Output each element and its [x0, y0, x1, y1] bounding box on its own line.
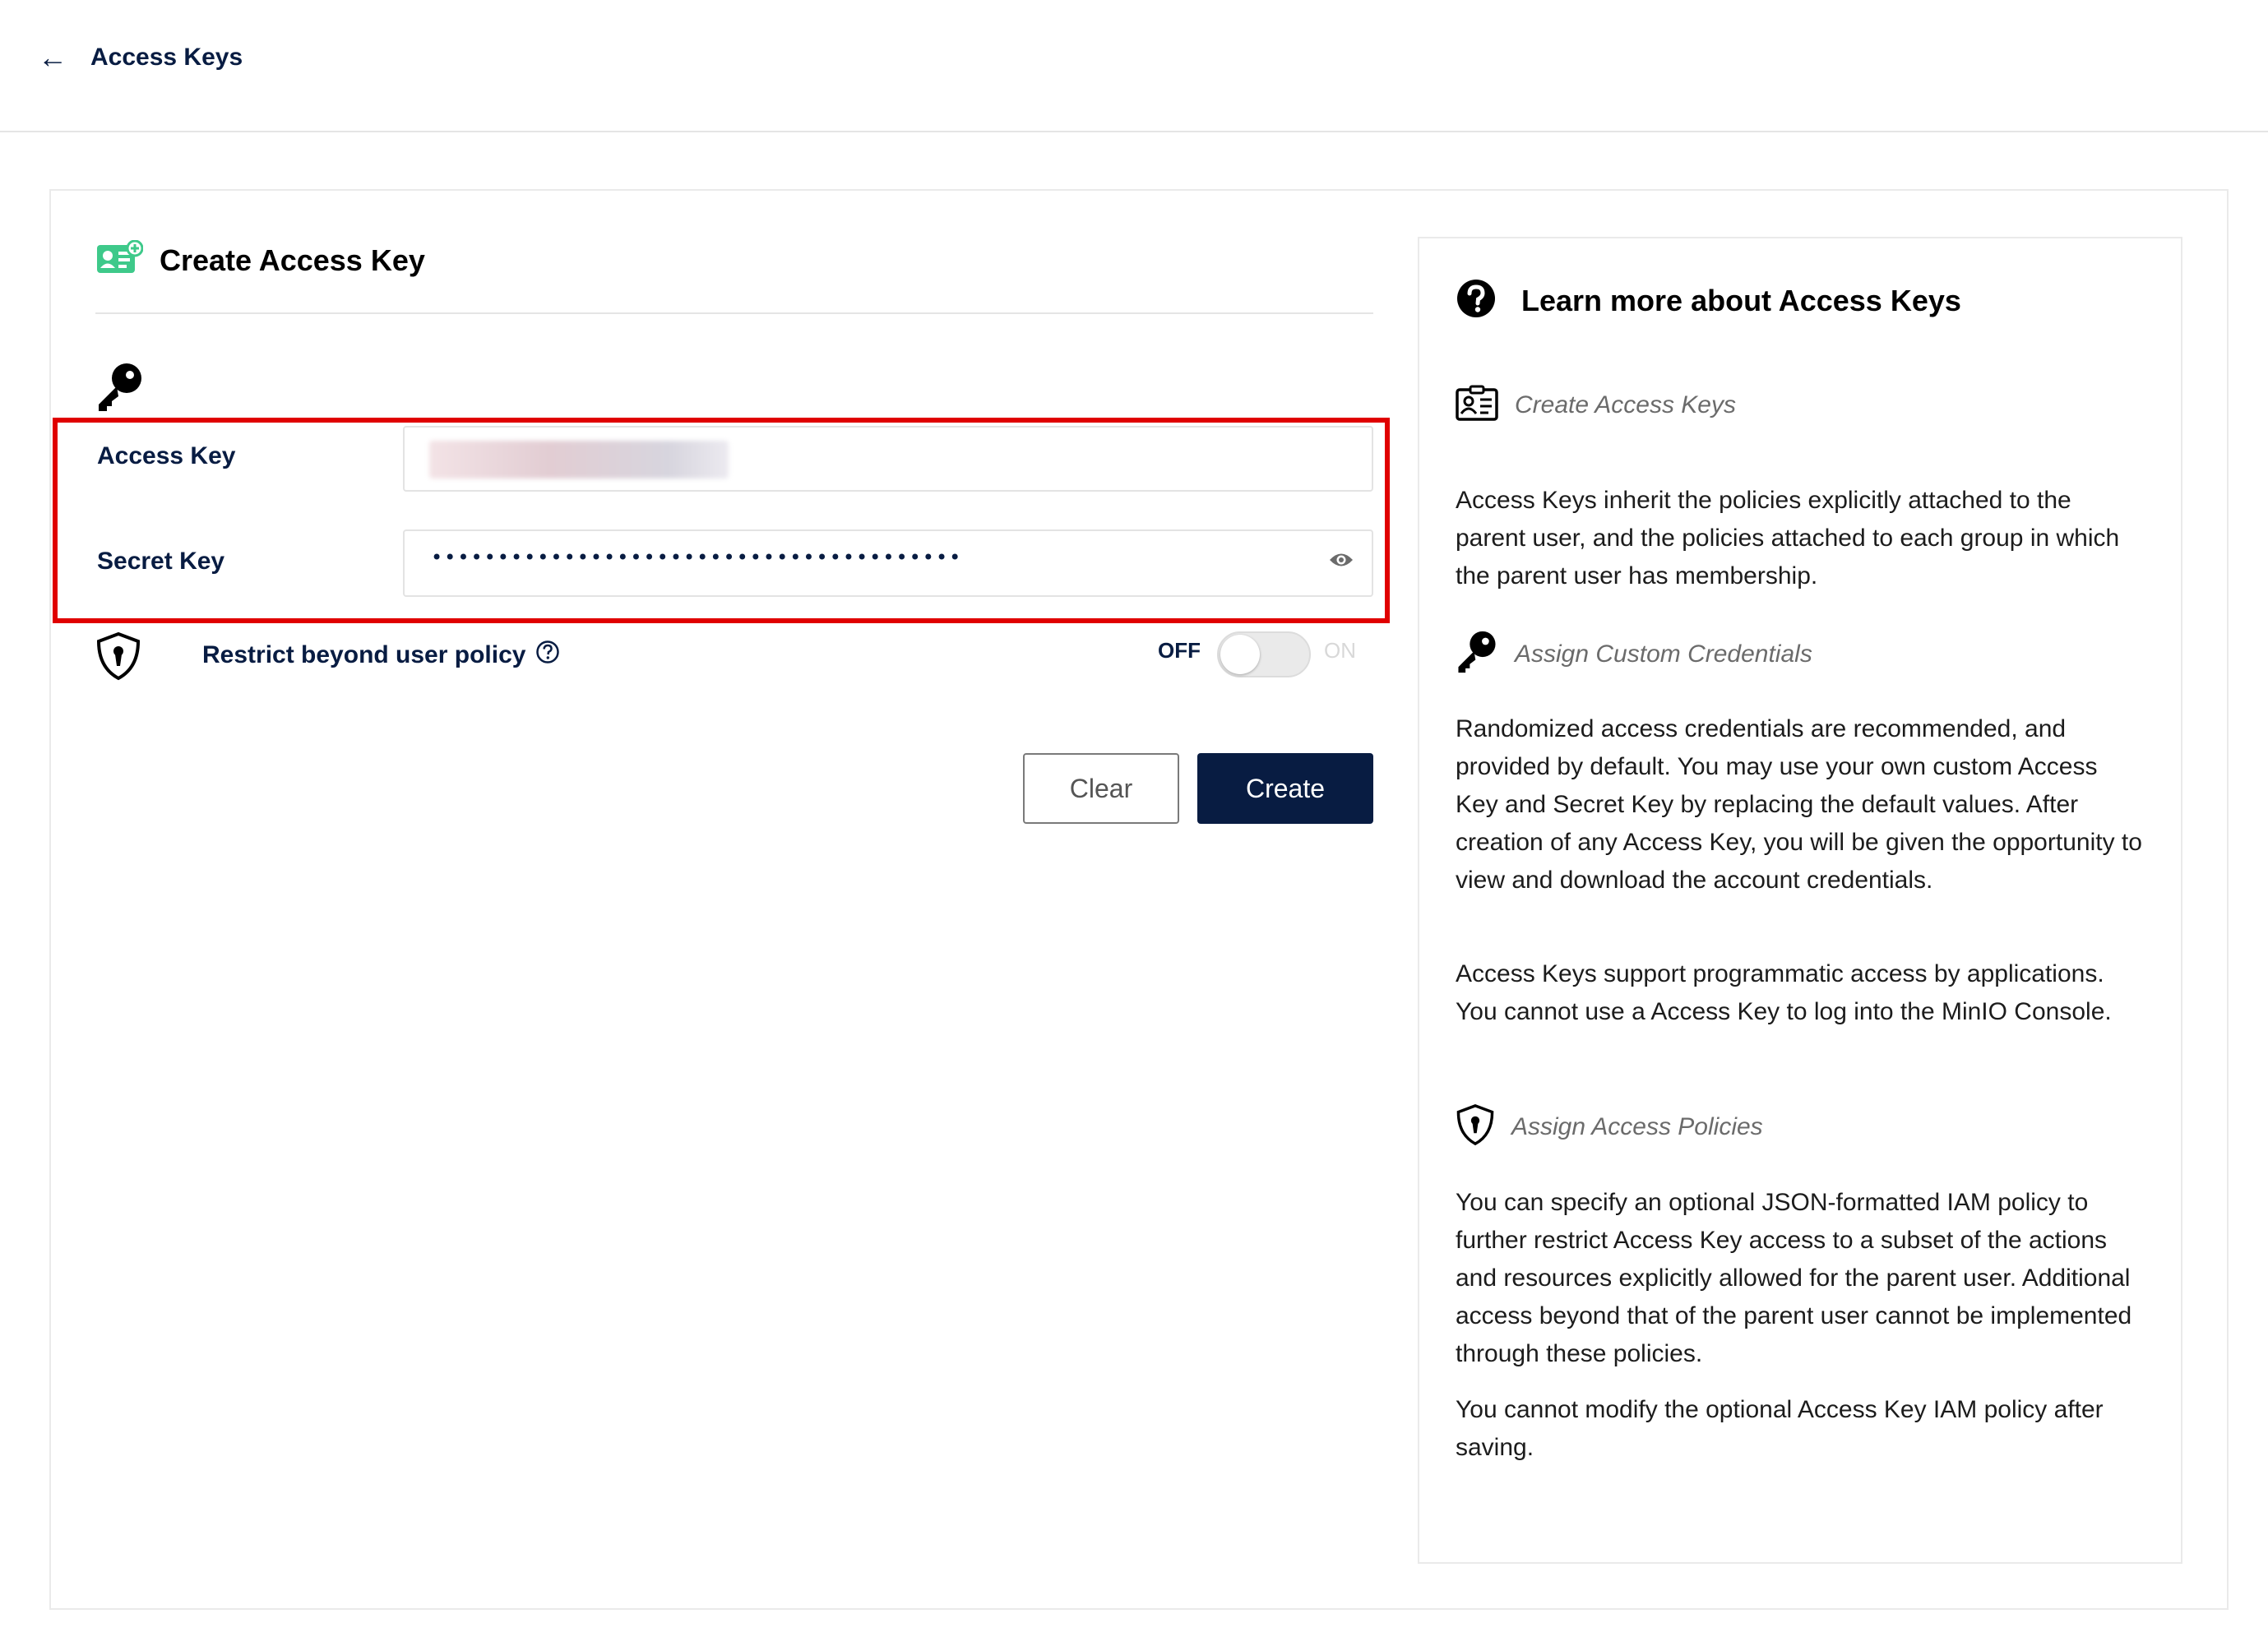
- question-icon: [1456, 278, 1497, 323]
- help-header: [1456, 278, 1961, 323]
- help-title: Learn more about Access Keys: [1521, 283, 1961, 317]
- secret-key-value: ••••••••••••••••••••••••••••••••••••••••: [431, 546, 963, 569]
- key-icon: [95, 362, 145, 417]
- help-paragraph: You can specify an optional JSON-formatted IAM policy to further restrict Access Key access to a subset of the actions and resources explicitly allowed for the parent user. Additional access beyond that of the parent user cannot be implemented through these policies.: [1456, 1189, 2132, 1367]
- restrict-policy-label: [202, 640, 560, 671]
- help-section-policies: [1456, 1103, 1763, 1150]
- access-key-input[interactable]: [403, 426, 1373, 492]
- page-title: Create Access Key: [160, 243, 425, 277]
- back-link[interactable]: [38, 36, 243, 79]
- shield-icon: [1456, 1103, 1495, 1150]
- help-paragraph: Access Keys support programmatic access by applications. You cannot use a Access Key to log into the MinIO Console.: [1456, 960, 2112, 1025]
- form-header: [95, 240, 425, 280]
- add-access-key-icon: [95, 240, 143, 280]
- form-divider: [95, 312, 1373, 314]
- help-paragraph: Access Keys inherit the policies explicitly attached to the parent user, and the policies attached to each group in which the parent user has membership.: [1456, 487, 2120, 590]
- top-bar: [0, 0, 2268, 132]
- restrict-policy-row: [95, 631, 1378, 689]
- access-key-value-redacted: [429, 441, 729, 479]
- clear-button[interactable]: Clear: [1023, 753, 1179, 824]
- help-section-create: [1456, 385, 1736, 425]
- create-button[interactable]: Create: [1197, 753, 1373, 824]
- help-section-heading: Create Access Keys: [1515, 391, 1736, 418]
- help-section-heading: Assign Custom Credentials: [1515, 640, 1812, 668]
- help-section-heading: Assign Access Policies: [1511, 1112, 1763, 1140]
- shield-icon: [95, 631, 141, 685]
- secret-key-input[interactable]: [403, 529, 1373, 597]
- help-section-credentials: [1456, 630, 1812, 678]
- back-link-label: Access Keys: [90, 44, 243, 71]
- restrict-policy-toggle[interactable]: [1217, 631, 1311, 677]
- toggle-off-label: OFF: [1158, 638, 1201, 663]
- help-paragraph: Randomized access credentials are recommended, and provided by default. You may use your own custom Access Key and Secret Key by replacing the default values. After creation of any Access Key, you will be given the opportunity to view and download the account credentials.: [1456, 715, 2142, 894]
- toggle-on-label: ON: [1324, 638, 1356, 663]
- access-key-label: Access Key: [97, 442, 236, 469]
- key-icon: [1456, 630, 1498, 678]
- help-paragraph: You cannot modify the optional Access Key IAM policy after saving.: [1456, 1396, 2104, 1461]
- id-card-icon: [1456, 385, 1498, 425]
- secret-key-label: Secret Key: [97, 548, 225, 575]
- restrict-policy-text: Restrict beyond user policy: [202, 641, 526, 668]
- back-arrow-icon: ←: [38, 40, 67, 74]
- help-panel: [1418, 237, 2182, 1564]
- help-circle-icon[interactable]: [535, 640, 560, 671]
- toggle-knob: [1220, 635, 1260, 674]
- eye-icon[interactable]: [1329, 551, 1354, 573]
